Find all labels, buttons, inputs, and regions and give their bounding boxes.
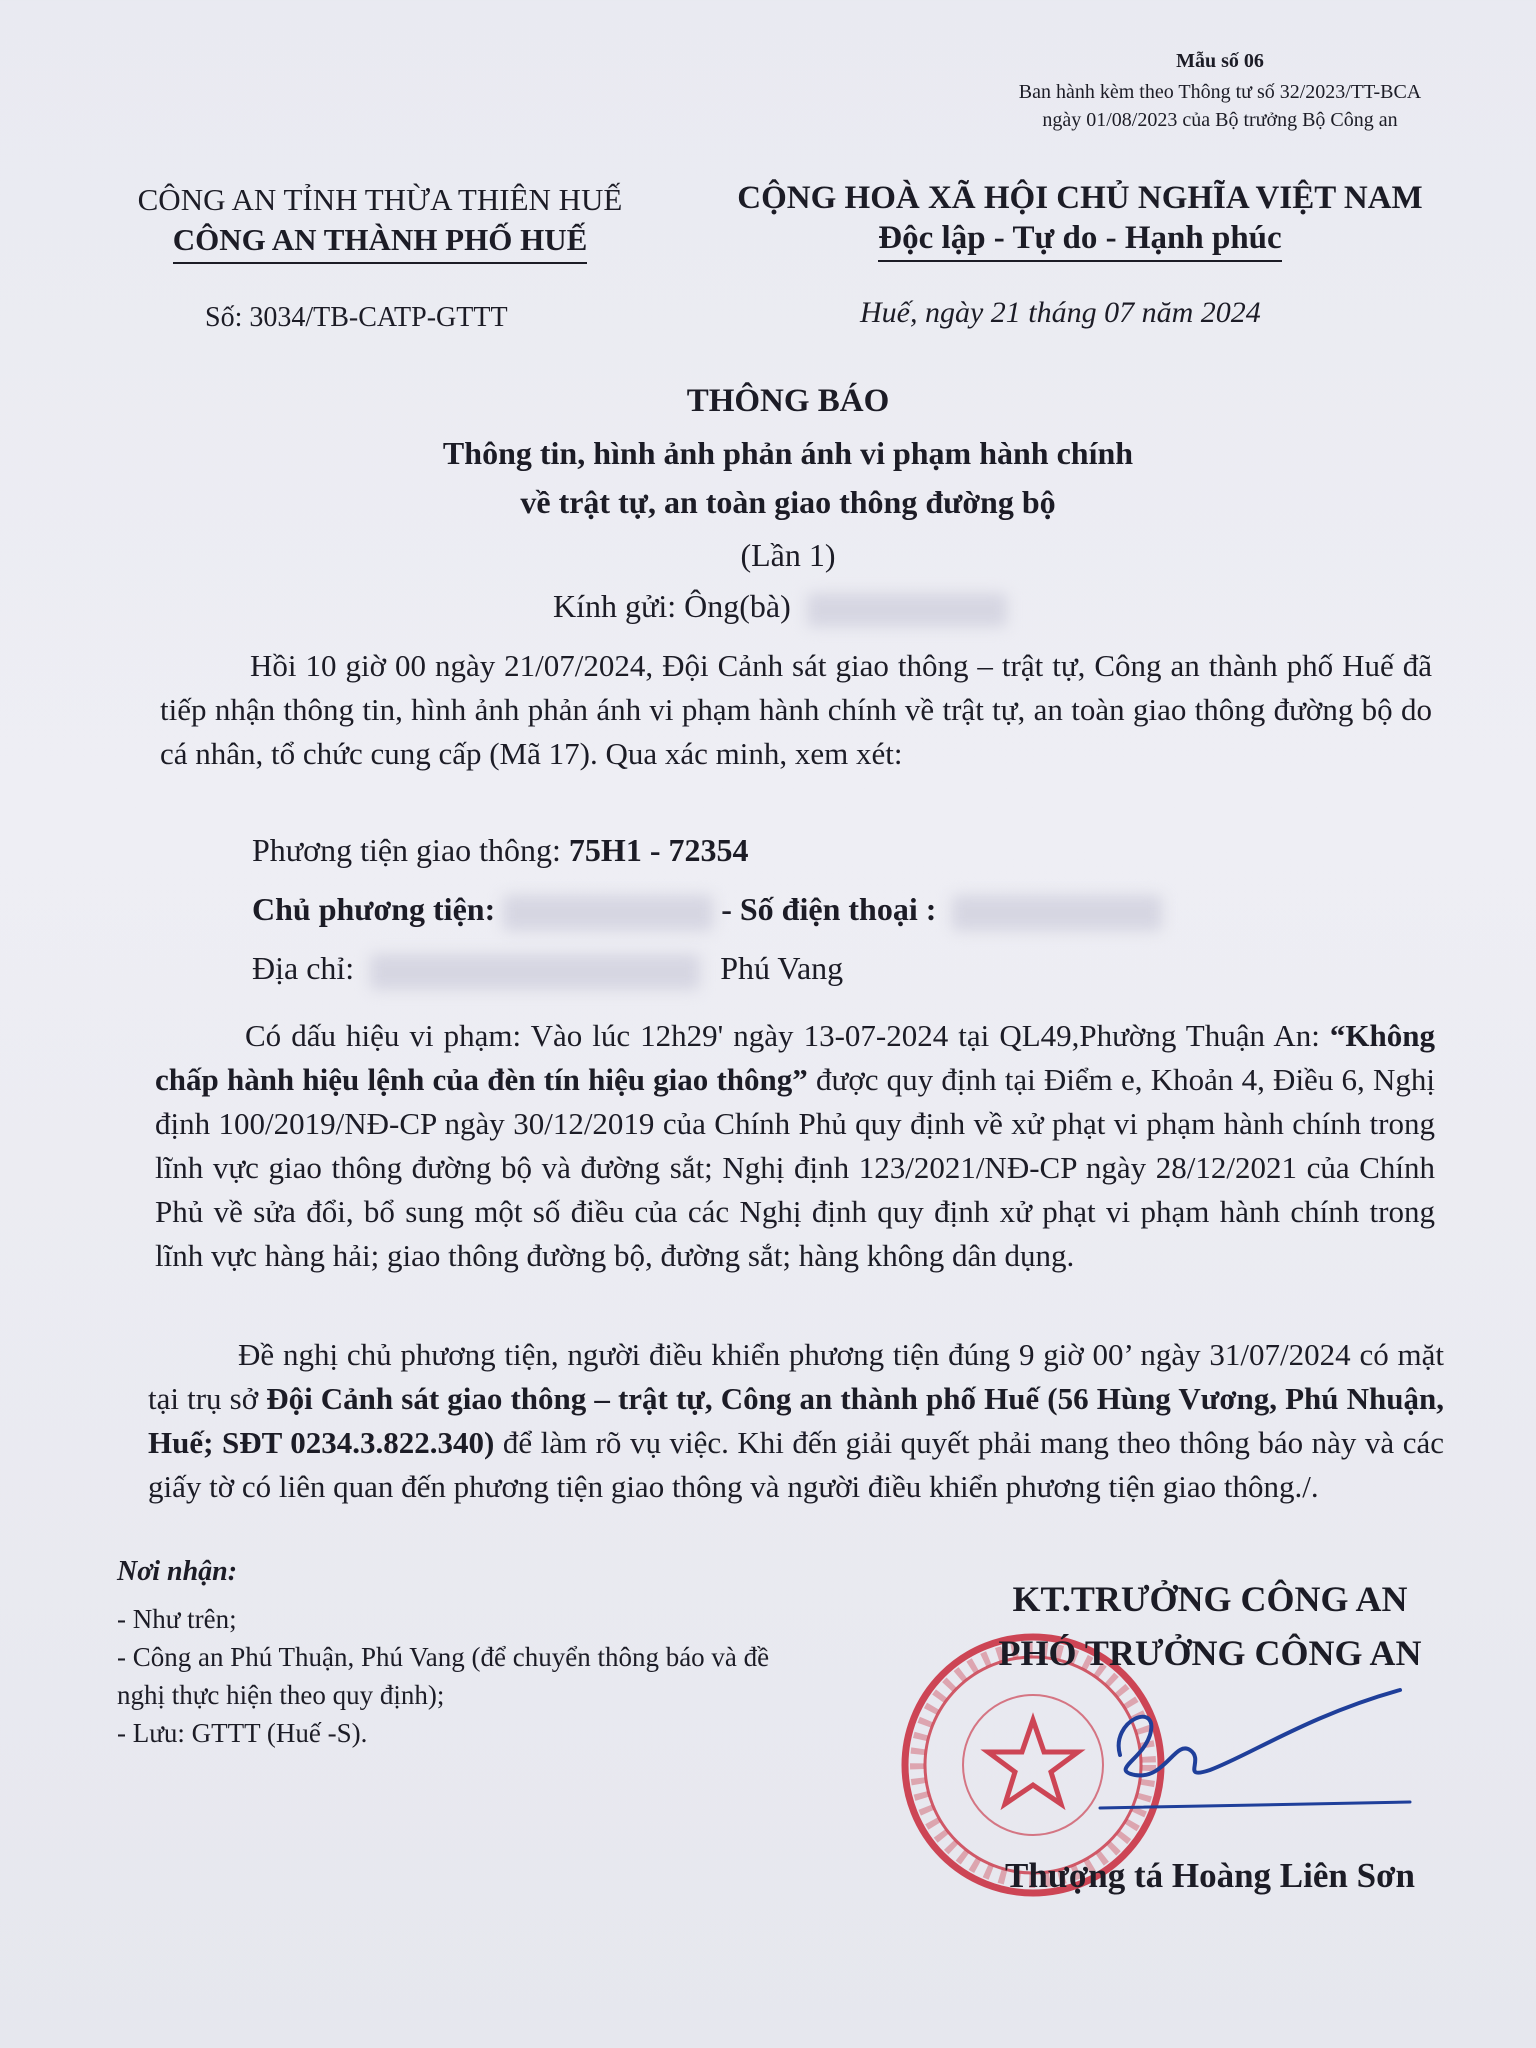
address-district: Phú Vang bbox=[720, 950, 844, 986]
violation-description: “Không chấp hành hiệu lệnh của đèn tín hiệu giao thông” bbox=[155, 1018, 1435, 1097]
nation-name: CỘNG HOÀ XÃ HỘI CHỦ NGHĨA VIỆT NAM bbox=[737, 180, 1423, 216]
owner-label: Chủ phương tiện: bbox=[252, 891, 496, 927]
signature-title-1: KT.TRƯỞNG CÔNG AN bbox=[1012, 1579, 1408, 1619]
document-subtitle-1: Thông tin, hình ảnh phản ánh vi phạm hành chính bbox=[442, 435, 1134, 471]
nation-motto: Độc lập - Tự do - Hạnh phúc bbox=[878, 218, 1281, 262]
redacted-phone bbox=[952, 895, 1162, 931]
address-label: Địa chỉ: bbox=[252, 950, 355, 986]
body-paragraph-3: Đề nghị chủ phương tiện, người điều khiển phương tiện đúng 9 giờ 00’ ngày 31/07/2024 có mặt tại trụ sở Đội Cảnh sát giao thông – trật tự, Công an thành phố Huế (56 Hùng Vương, Phú Nhuận, Huế; SĐT 0234.3.822.340) để làm rõ vụ việc. Khi đến giải quyết phải mang theo thông báo này và các giấy tờ có liên quan đến phương tiện giao thông và người điều khiển phương tiện giao thông./. bbox=[148, 1337, 1444, 1504]
document-title: THÔNG BÁO bbox=[686, 383, 890, 419]
phone-label: - Số điện thoại : bbox=[721, 891, 937, 927]
agency-header bbox=[100, 180, 660, 264]
agency-unit: CÔNG AN THÀNH PHỐ HUẾ bbox=[173, 220, 588, 264]
form-number: Mẫu số 06 bbox=[1176, 50, 1264, 72]
form-issued-line1: Ban hành kèm theo Thông tư số 32/2023/TT-BCA bbox=[1018, 81, 1422, 103]
owner-line bbox=[252, 891, 1162, 931]
recipients-list bbox=[117, 1600, 817, 1752]
recipients-item: - Công an Phú Thuận, Phú Vang (để chuyển thông báo và đề nghị thực hiện theo quy định); bbox=[117, 1642, 770, 1710]
office-address: Đội Cảnh sát giao thông – trật tự, Công an thành phố Huế (56 Hùng Vương, Phú Nhuận, Huế; SĐT 0234.3.822.340) bbox=[148, 1381, 1444, 1460]
national-header bbox=[700, 178, 1460, 262]
document-subtitle-2: về trật tự, an toàn giao thông đường bộ bbox=[520, 484, 1056, 520]
recipients-heading: Nơi nhận: bbox=[117, 1556, 238, 1587]
recipient-line bbox=[553, 588, 1007, 627]
body-paragraph-1: Hồi 10 giờ 00 ngày 21/07/2024, Đội Cảnh sát giao thông – trật tự, Công an thành phố Huế đã tiếp nhận thông tin, hình ảnh phản ánh vi phạm hành chính về trật tự, an toàn giao thông đường bộ do cá nhân, tổ chức cung cấp (Mã 17). Qua xác minh, xem xét: bbox=[160, 648, 1432, 771]
redacted-owner-name bbox=[503, 895, 713, 931]
document-number: Số: 3034/TB-CATP-GTTT bbox=[205, 302, 508, 333]
place-date: Huế, ngày 21 tháng 07 năm 2024 bbox=[860, 296, 1261, 329]
signer-name: Thượng tá Hoàng Liên Sơn bbox=[1005, 1856, 1415, 1895]
handwritten-signature bbox=[1080, 1660, 1420, 1830]
form-issued-line2: ngày 01/08/2023 của Bộ trưởng Bộ Công an bbox=[1042, 109, 1398, 131]
vehicle-plate: 75H1 - 72354 bbox=[568, 832, 749, 868]
notice-round: (Lần 1) bbox=[740, 537, 836, 573]
agency-parent: CÔNG AN TỈNH THỪA THIÊN HUẾ bbox=[137, 182, 623, 217]
redacted-recipient-name bbox=[807, 593, 1007, 627]
vehicle-label: Phương tiện giao thông: bbox=[252, 832, 569, 868]
recipients-item: - Lưu: GTTT (Huế -S). bbox=[117, 1718, 368, 1748]
recipient-label: Kính gửi: Ông(bà) bbox=[553, 588, 791, 624]
vehicle-line bbox=[252, 832, 748, 869]
recipients-item: - Như trên; bbox=[117, 1604, 237, 1634]
form-issued-reference bbox=[900, 78, 1536, 134]
address-line bbox=[252, 950, 843, 990]
body-paragraph-2: Có dấu hiệu vi phạm: Vào lúc 12h29' ngày 13-07-2024 tại QL49,Phường Thuận An: “Không chấp hành hiệu lệnh của đèn tín hiệu giao thông” được quy định tại Điểm e, Khoản 4, Điều 6, Nghị định 100/2019/NĐ-CP ngày 30/12/2019 của Chính Phủ quy định về xử phạt vi phạm hành chính trong lĩnh vực giao thông đường bộ và đường sắt; Nghị định 123/2021/NĐ-CP ngày 28/12/2021 của Chính Phủ về sửa đổi, bổ sung một số điều của các Nghị định quy định xử phạt vi phạm hành chính trong lĩnh vực hàng hải; giao thông đường bộ, đường sắt; hàng không dân dụng. bbox=[155, 1018, 1435, 1273]
redacted-address bbox=[370, 954, 700, 990]
signature-title-2: PHÓ TRƯỞNG CÔNG AN bbox=[998, 1633, 1422, 1673]
